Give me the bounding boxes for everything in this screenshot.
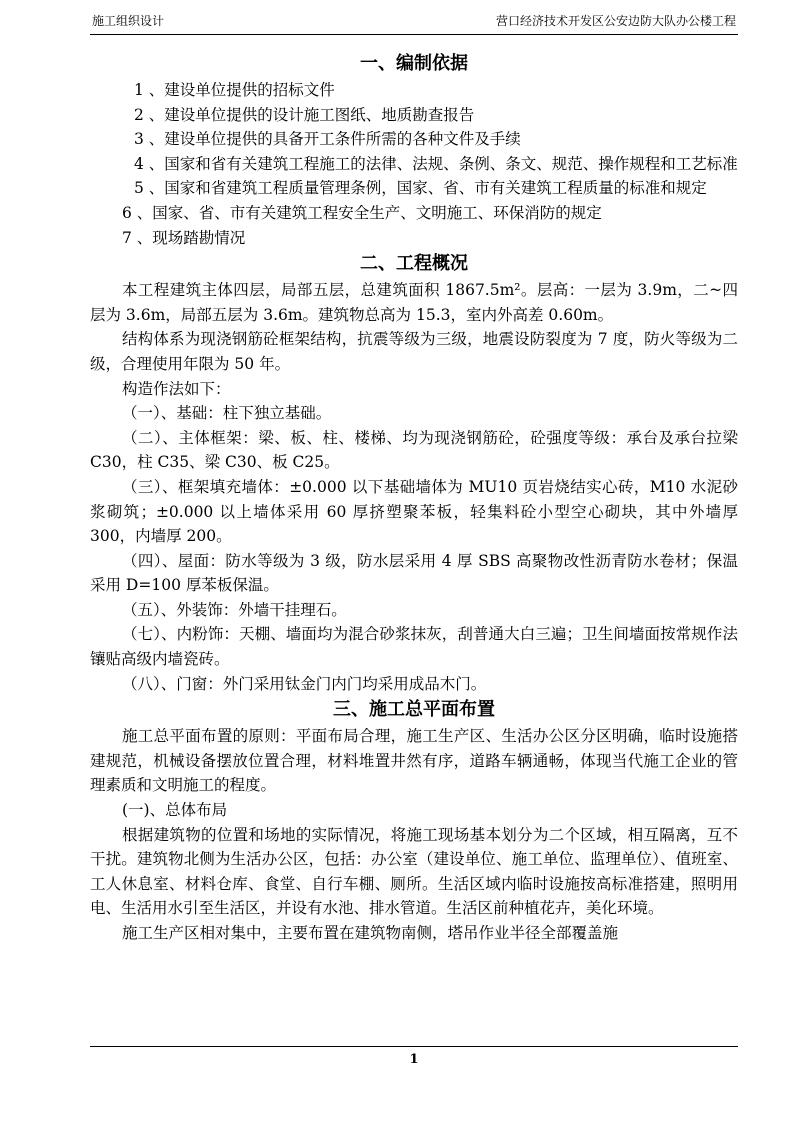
page-number: 1 xyxy=(409,1052,419,1067)
overview-paragraph-3: 构造作法如下： xyxy=(122,379,231,398)
construction-item-doors-windows: （八）、门窗：外门采用钛金门内门均采用成品木门。 xyxy=(122,674,487,693)
basis-item-1: 1 、建设单位提供的招标文件 xyxy=(134,81,335,99)
basis-item-7: 7 、现场踏勘情况 xyxy=(122,228,246,247)
basis-item-3: 3 、建设单位提供的具备开工条件所需的各种文件及手续 xyxy=(134,130,521,149)
page-header xyxy=(90,8,738,35)
header-document-type: 施工组织设计 xyxy=(92,14,165,28)
basis-item-4: 4 、国家和省有关建筑工程施工的法律、法规、条例、条文、规范、操作规程和工艺标准 xyxy=(134,154,738,173)
layout-subheading: (一)、总体布局 xyxy=(122,801,228,820)
basis-item-2: 2 、建设单位提供的设计施工图纸、地质勘查报告 xyxy=(134,105,475,124)
construction-item-exterior: （五）、外装饰：外墙干挂理石。 xyxy=(122,600,347,619)
construction-item-infill-wall: （三）、框架填充墙体：±0.000 以下基础墙体为 MU10 页岩烧结实心砖，M10 水泥砂浆砌筑；±0.000 以上墙体采用 60 厚挤塑聚苯板，轻集料砼小型空心砌块，其中外墙厚 300，内墙厚 200。 xyxy=(90,477,738,546)
overview-paragraph-1: 本工程建筑主体四层，局部五层，总建筑面积 1867.5m²。层高：一层为 3.9m，二~四层为 3.6m，局部五层为 3.6m。建筑物总高为 15.3，室内外高差 0.60m。 xyxy=(90,281,738,324)
basis-item-6: 6 、国家、省、市有关建筑工程安全生产、文明施工、环保消防的规定 xyxy=(122,203,602,222)
basis-item-5: 5 、国家和省建筑工程质量管理条例，国家、省、市有关建筑工程质量的标准和规定 xyxy=(134,179,707,198)
layout-paragraph-2: 施工生产区相对集中，主要布置在建筑物南侧，塔吊作业半径全部覆盖施 xyxy=(122,924,619,942)
construction-item-frame: （二）、主体框架：梁、板、柱、楼梯、均为现浇钢筋砼，砼强度等级：承台及承台拉梁 C30，柱 C35、梁 C30、板 C25。 xyxy=(90,428,738,472)
construction-item-interior: （七）、内粉饰：天棚、墙面均为混合砂浆抹灰，刮普通大白三遍；卫生间墙面按常规作法镶贴高级内墙瓷砖。 xyxy=(90,625,738,669)
layout-paragraph-1: 根据建筑物的位置和场地的实际情况，将施工现场基本划分为二个区域，相互隔离，互不干扰。建筑物北侧为生活办公区，包括：办公室（建设单位、施工单位、监理单位）、值班室、工人休息室、材料仓库、食堂、自行车棚、厕所。生活区域内临时设施按高标准搭建，照明用电、生活用水引至生活区，并设有水池、排水管道。生活区前种植花卉，美化环境。 xyxy=(90,825,738,918)
overview-paragraph-2: 结构体系为现浇钢筋砼框架结构，抗震等级为三级，地震设防裂度为 7 度，防火等级为二级，合理使用年限为 50 年。 xyxy=(90,330,738,373)
document-body xyxy=(90,50,738,946)
section-1-title: 一、编制依据 xyxy=(360,53,468,74)
construction-item-foundation: （一）、基础：柱下独立基础。 xyxy=(122,404,332,423)
layout-principle-paragraph: 施工总平面布置的原则：平面布局合理，施工生产区、生活办公区分区明确，临时设施搭建规范，机械设备摆放位置合理，材料堆置井然有序，道路车辆通畅，体现当代施工企业的管理素质和文明施工的程度。 xyxy=(90,727,738,795)
section-2-title: 二、工程概况 xyxy=(360,253,468,275)
header-project-name: 营口经济技术开发区公安边防大队办公楼工程 xyxy=(495,14,736,28)
section-3-title: 三、施工总平面布置 xyxy=(333,699,495,721)
construction-item-roof: （四）、屋面：防水等级为 3 级，防水层采用 4 厚 SBS 高聚物改性沥青防水卷材；保温采用 D=100 厚苯板保温。 xyxy=(90,551,738,595)
footer-divider xyxy=(90,1046,738,1047)
